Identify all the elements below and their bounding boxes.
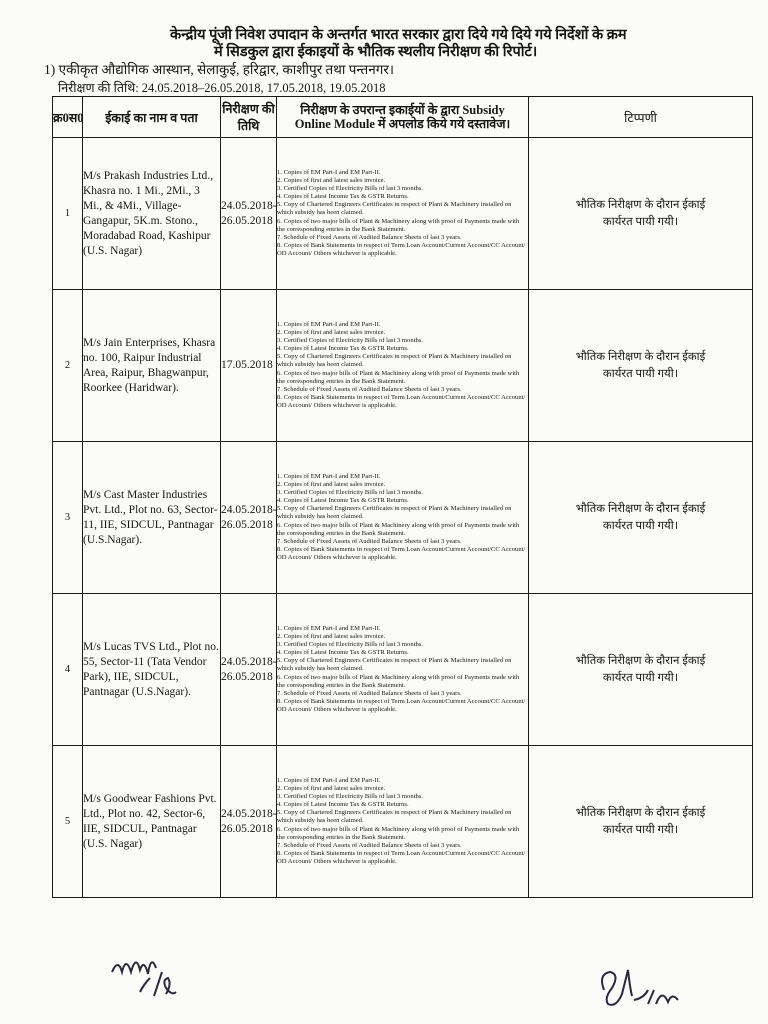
document-item: 1. Copies of EM Part-I and EM Part-II. xyxy=(277,472,381,480)
table-row xyxy=(53,594,753,746)
inspection-dates: निरीक्षण की तिथि: 24.05.2018–26.05.2018, 17.05.2018, 19.05.2018 xyxy=(58,81,386,95)
table-row xyxy=(53,138,753,290)
signature-left-text: 6/6/18 xyxy=(142,996,145,997)
document-item: 6. Copies of two major bills of Plant & Machinery along with proof of Payments made with the corresponding entries in the Bank Statement. xyxy=(277,825,520,841)
document-item: 8. Copies of Bank Statements in respect of Term Loan Account/Current Account/CC Account/ OD Account/ Others whichever is applicable. xyxy=(277,545,526,561)
unit-name-address: M/s Goodwear Fashions Pvt. Ltd., Plot no. 42, Sector-6, IIE, SIDCUL, Pantnagar (U.S. Nagar) xyxy=(83,746,221,898)
document-item: 4. Copies of Latest Income Tax & GSTR Returns. xyxy=(277,345,409,353)
table-row xyxy=(53,290,753,442)
serial-number: 2 xyxy=(53,290,83,442)
table-header-row xyxy=(53,97,753,138)
col-header-documents-line1: निरीक्षण के उपरान्त इकाईयों के द्वारा Subsidy xyxy=(300,103,505,117)
remark-line1: भौतिक निरीक्षण के दौरान ईकाई xyxy=(575,806,706,819)
remark-line2: कार्यरत पायी गयी। xyxy=(602,519,679,532)
document-item: 3. Certified Copies of Electricity Bills of last 3 months. xyxy=(277,793,423,801)
document-item: 5. Copy of Chartered Engineers Certificates in respect of Plant & Machinery installed on which subsidy has been claimed. xyxy=(277,353,512,369)
document-item: 4. Copies of Latest Income Tax & GSTR Returns. xyxy=(277,193,409,201)
col-header-sno: क्र0स0 xyxy=(53,97,83,138)
unit-name-address: M/s Prakash Industries Ltd., Khasra no. 1 Mi., 2Mi., 3 Mi., & 4Mi., Village-Gangapur, 5K.m. Stono., Moradabad Road, Kashipur (U.S. Nagar) xyxy=(83,138,221,290)
document-item: 2. Copies of first and latest sales invoice. xyxy=(277,481,386,489)
col-header-date: निरीक्षण की तिथि xyxy=(221,97,277,138)
uploaded-documents-list xyxy=(277,290,529,442)
document-item: 2. Copies of first and latest sales invoice. xyxy=(277,633,386,641)
remark xyxy=(529,138,753,290)
inspection-date: 24.05.2018-26.05.2018 xyxy=(221,746,277,898)
signature-right xyxy=(590,950,700,1020)
document-item: 4. Copies of Latest Income Tax & GSTR Returns. xyxy=(277,497,409,505)
document-item: 7. Schedule of Fixed Assets of Audited Balance Sheets of last 3 years. xyxy=(277,537,462,545)
inspection-date: 24.05.2018-26.05.2018 xyxy=(221,442,277,594)
serial-number: 5 xyxy=(53,746,83,898)
report-title-line1: केन्द्रीय पूंजी निवेश उपादान के अन्तर्गत भारत सरकार द्वारा दिये गये दिये गये निर्देशों के क्रम xyxy=(170,27,627,43)
table-row xyxy=(53,442,753,594)
document-item: 6. Copies of two major bills of Plant & Machinery along with proof of Payments made with the corresponding entries in the Bank Statement. xyxy=(277,521,520,537)
document-item: 8. Copies of Bank Statements in respect of Term Loan Account/Current Account/CC Account/ OD Account/ Others whichever is applicable. xyxy=(277,241,526,257)
remark-line1: भौतिक निरीक्षण के दौरान ईकाई xyxy=(575,654,706,667)
inspection-date: 24.05.2018-26.05.2018 xyxy=(221,138,277,290)
uploaded-documents-list xyxy=(277,746,529,898)
inspection-table xyxy=(52,96,753,898)
document-item: 3. Certified Copies of Electricity Bills of last 3 months. xyxy=(277,337,423,345)
unit-name-address: M/s Cast Master Industries Pvt. Ltd., Plot no. 63, Sector-11, IIE, SIDCUL, Pantnagar (U.S.Nagar). xyxy=(83,442,221,594)
document-item: 7. Schedule of Fixed Assets of Audited Balance Sheets of last 3 years. xyxy=(277,689,462,697)
serial-number: 3 xyxy=(53,442,83,594)
document-item: 5. Copy of Chartered Engineers Certificates in respect of Plant & Machinery installed on which subsidy has been claimed. xyxy=(277,505,512,521)
document-item: 5. Copy of Chartered Engineers Certificates in respect of Plant & Machinery installed on which subsidy has been claimed. xyxy=(277,809,512,825)
unit-name-address: M/s Jain Enterprises, Khasra no. 100, Raipur Industrial Area, Raipur, Bhagwanpur, Roorkee (Haridwar). xyxy=(83,290,221,442)
uploaded-documents-list xyxy=(277,442,529,594)
remark-line2: कार्यरत पायी गयी। xyxy=(602,367,679,380)
remark-line2: कार्यरत पायी गयी। xyxy=(602,823,679,836)
remark xyxy=(529,290,753,442)
document-item: 6. Copies of two major bills of Plant & Machinery along with proof of Payments made with the corresponding entries in the Bank Statement. xyxy=(277,217,520,233)
report-title-line2: में सिडकुल द्वारा ईकाइयों के भौतिक स्थलीय निरीक्षण की रिपोर्ट। xyxy=(214,44,538,60)
unit-name-address: M/s Lucas TVS Ltd., Plot no. 55, Sector-11 (Tata Vendor Park), IIE, SIDCUL, Pantnagar (U.S.Nagar). xyxy=(83,594,221,746)
serial-number: 4 xyxy=(53,594,83,746)
document-item: 7. Schedule of Fixed Assets of Audited Balance Sheets of last 3 years. xyxy=(277,233,462,241)
inspection-date: 17.05.2018 xyxy=(221,290,277,442)
remark-line2: कार्यरत पायी गयी। xyxy=(602,215,679,228)
document-item: 3. Certified Copies of Electricity Bills of last 3 months. xyxy=(277,489,423,497)
document-item: 5. Copy of Chartered Engineers Certificates in respect of Plant & Machinery installed on which subsidy has been claimed. xyxy=(277,657,512,673)
col-header-unit: ईकाई का नाम व पता xyxy=(83,97,221,138)
remark-line1: भौतिक निरीक्षण के दौरान ईकाई xyxy=(575,502,706,515)
document-item: 1. Copies of EM Part-I and EM Part-II. xyxy=(277,776,381,784)
industrial-estates: 1) एकीकृत औद्योगिक आस्थान, सेलाकुई, हरिद्वार, काशीपुर तथा पन्तनगर। xyxy=(44,62,394,77)
document-item: 8. Copies of Bank Statements in respect of Term Loan Account/Current Account/CC Account/ OD Account/ Others whichever is applicable. xyxy=(277,393,526,409)
document-item: 8. Copies of Bank Statements in respect of Term Loan Account/Current Account/CC Account/ OD Account/ Others whichever is applicable. xyxy=(277,849,526,865)
document-item: 8. Copies of Bank Statements in respect of Term Loan Account/Current Account/CC Account/ OD Account/ Others whichever is applicable. xyxy=(277,697,526,713)
remark-line2: कार्यरत पायी गयी। xyxy=(602,671,679,684)
document-item: 2. Copies of first and latest sales invoice. xyxy=(277,177,386,185)
document-item: 1. Copies of EM Part-I and EM Part-II. xyxy=(277,168,381,176)
document-item: 6. Copies of two major bills of Plant & Machinery along with proof of Payments made with the corresponding entries in the Bank Statement. xyxy=(277,673,520,689)
remark-line1: भौतिक निरीक्षण के दौरान ईकाई xyxy=(575,350,706,363)
col-header-documents xyxy=(277,97,529,138)
document-item: 1. Copies of EM Part-I and EM Part-II. xyxy=(277,624,381,632)
signature-left xyxy=(92,930,212,1010)
remark xyxy=(529,746,753,898)
document-item: 2. Copies of first and latest sales invoice. xyxy=(277,785,386,793)
col-header-documents-line2: Online Module में अपलोड किये गये दस्तावेज। xyxy=(294,117,511,131)
document-item: 7. Schedule of Fixed Assets of Audited Balance Sheets of last 3 years. xyxy=(277,841,462,849)
col-header-remark: टिप्पणी xyxy=(529,97,753,138)
document-item: 1. Copies of EM Part-I and EM Part-II. xyxy=(277,320,381,328)
table-row xyxy=(53,746,753,898)
uploaded-documents-list xyxy=(277,138,529,290)
uploaded-documents-list xyxy=(277,594,529,746)
signature-right-text: 6/6/18 xyxy=(650,1010,653,1011)
document-item: 2. Copies of first and latest sales invoice. xyxy=(277,329,386,337)
document-item: 6. Copies of two major bills of Plant & Machinery along with proof of Payments made with the corresponding entries in the Bank Statement. xyxy=(277,369,520,385)
serial-number: 1 xyxy=(53,138,83,290)
remark xyxy=(529,442,753,594)
document-item: 4. Copies of Latest Income Tax & GSTR Returns. xyxy=(277,801,409,809)
remark-line1: भौतिक निरीक्षण के दौरान ईकाई xyxy=(575,198,706,211)
document-item: 3. Certified Copies of Electricity Bills of last 3 months. xyxy=(277,185,423,193)
document-item: 5. Copy of Chartered Engineers Certificates in respect of Plant & Machinery installed on which subsidy has been claimed. xyxy=(277,201,512,217)
document-item: 3. Certified Copies of Electricity Bills of last 3 months. xyxy=(277,641,423,649)
document-item: 4. Copies of Latest Income Tax & GSTR Returns. xyxy=(277,649,409,657)
inspection-date: 24.05.2018-26.05.2018 xyxy=(221,594,277,746)
remark xyxy=(529,594,753,746)
document-item: 7. Schedule of Fixed Assets of Audited Balance Sheets of last 3 years. xyxy=(277,385,462,393)
